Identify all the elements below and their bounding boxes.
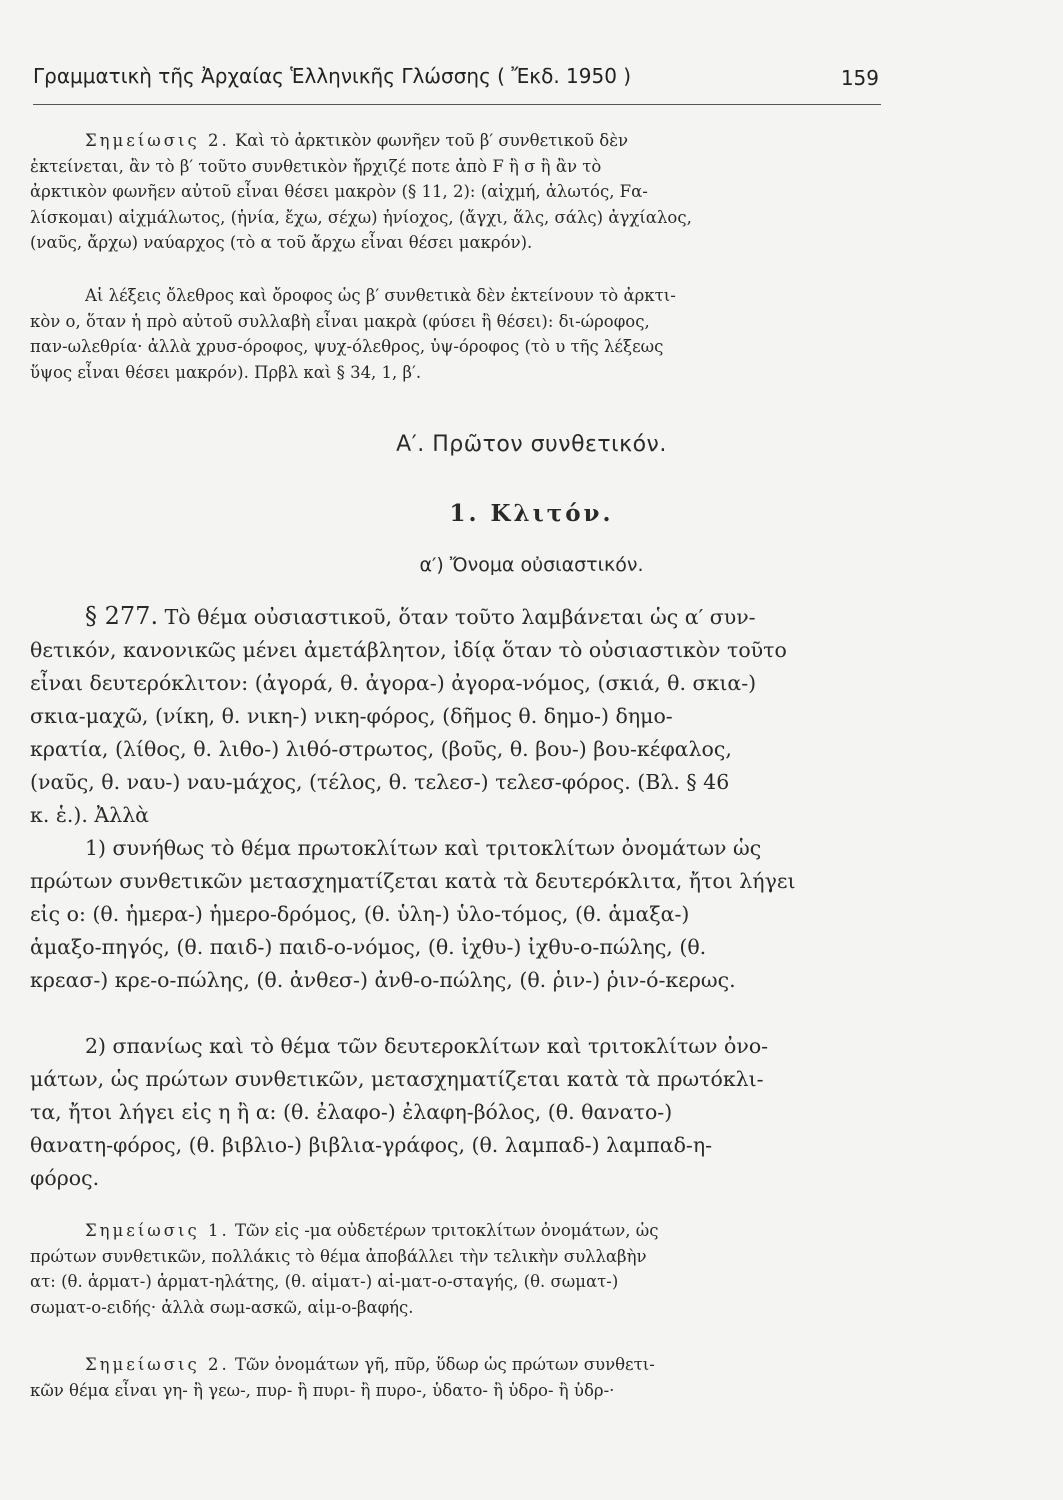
item-2 <box>30 1030 878 1195</box>
note-top <box>30 128 878 256</box>
note-top-line-4: λίσκομαι) αἰχμάλωτος, (ἡνία, ἔχω, σέχω) ἡνίοχος, (ἄγχι, ἅλς, σάλς) ἀγχίαλος, <box>30 207 692 227</box>
item-1 <box>30 832 878 997</box>
section-277-line-5: κρατία, (λίθος, θ. λιθο-) λιθό-στρωτος, (βοῦς, θ. βου-) βου-κέφαλος, <box>30 737 732 761</box>
paragraph-words-line-1: Αἱ λέξεις ὄλεθρος καὶ ὄροφος ὡς β′ συνθετικὰ δὲν ἐκτείνουν τὸ ἀρκτι- <box>85 286 676 305</box>
section-277-line-2: θετικόν, κανονικῶς μένει ἀμετάβλητον, ἰδίᾳ ὅταν τὸ οὐσιαστικὸν τοῦτο <box>30 638 787 662</box>
section-277-line-6: (ναῦς, θ. ναυ-) ναυ-μάχος, (τέλος, θ. τελεσ-) τελεσ-φόρος. (Βλ. § 46 <box>30 770 730 794</box>
item-2-line-5: φόρος. <box>30 1166 100 1190</box>
item-1-line-3: εἰς ο: (θ. ἡμερα-) ἡμερο-δρόμος, (θ. ὑλη-) ὑλο-τόμος, (θ. ἁμαξα-) <box>30 902 690 926</box>
note-2-line-1: Σημείωσις 2. Τῶν ὀνομάτων γῆ, πῦρ, ὕδωρ ὡς πρώτων συνθετι- <box>85 1355 655 1374</box>
item-1-line-4: ἁμαξο-πηγός, (θ. παιδ-) παιδ-ο-νόμος, (θ. ἰχθυ-) ἰχθυ-ο-πώλης, (θ. <box>30 935 707 959</box>
note-2-line-2: κῶν θέμα εἶναι γη- ἢ γεω-, πυρ- ἢ πυρι- ἢ πυρο-, ὑδατο- ἢ ὑδρο- ἢ ὑδρ-· <box>30 1380 615 1400</box>
item-1-line-1: 1) συνήθως τὸ θέμα πρωτοκλίτων καὶ τριτοκλίτων ὀνομάτων ὡς <box>85 836 762 860</box>
item-1-line-2: πρώτων συνθετικῶν μετασχηματίζεται κατὰ τὰ δευτερόκλιτα, ἤτοι λήγει <box>30 869 796 893</box>
paragraph-words <box>30 283 878 385</box>
page-number: 159 <box>840 66 879 90</box>
item-2-line-4: θανατη-φόρος, (θ. βιβλιο-) βιβλια-γράφος, (θ. λαμπαδ-) λαμπαδ-η- <box>30 1133 713 1157</box>
note-1-line-3: ατ: (θ. ἁρματ-) ἁρματ-ηλάτης, (θ. αἱματ-) αἱ-ματ-ο-σταγής, (θ. σωματ-) <box>30 1272 619 1291</box>
running-header <box>33 60 881 105</box>
note-1-line-2: πρώτων συνθετικῶν, πολλάκις τὸ θέμα ἀποβάλλει τὴν τελικὴν συλλαβὴν <box>30 1246 647 1266</box>
paragraph-words-line-4: ὕψος εἶναι θέσει μακρόν). Πρβλ καὶ § 34, 1, β′. <box>30 362 422 382</box>
header-title: Γραμματικὴ τῆς Ἀρχαίας Ἑλληνικῆς Γλώσσης ( Ἔκδ. 1950 ) <box>33 64 632 88</box>
item-2-line-2: μάτων, ὡς πρώτων συνθετικῶν, μετασχηματίζεται κατὰ τὰ πρωτόκλι- <box>30 1067 764 1091</box>
note-top-line-3: ἀρκτικὸν φωνῆεν αὐτοῦ εἶναι θέσει μακρὸν (§ 11, 2): (αἰχμή, ἁλωτός, Fα- <box>30 182 648 201</box>
heading-first-component: Α′. Πρῶτον συνθετικόν. <box>396 432 667 457</box>
note-top-label: Σημείωσις 2. <box>85 131 230 150</box>
note-1-label: Σημείωσις 1. <box>85 1221 230 1240</box>
item-2-line-3: τα, ἤτοι λήγει εἰς η ἢ α: (θ. ἐλαφο-) ἐλαφη-βόλος, (θ. θανατο-) <box>30 1100 673 1124</box>
section-number: § 277. <box>85 602 159 630</box>
note-top-line-1: Σημείωσις 2. Καὶ τὸ ἀρκτικὸν φωνῆεν τοῦ β′ συνθετικοῦ δὲν <box>85 131 629 150</box>
note-2-label: Σημείωσις 2. <box>85 1355 230 1374</box>
heading-noun: α′) Ὄνομα οὐσιαστικόν. <box>419 554 644 576</box>
section-277-line-3: εἶναι δευτερόκλιτον: (ἀγορά, θ. ἀγορα-) ἀγορα-νόμος, (σκιά, θ. σκια-) <box>30 671 757 695</box>
note-1-line-4: σωματ-ο-ειδής· ἀλλὰ σωμ-ασκῶ, αἱμ-ο-βαφής. <box>30 1297 414 1317</box>
heading-declinable: 1. Κλιτόν. <box>449 500 614 527</box>
section-277 <box>30 600 878 832</box>
note-2 <box>30 1352 878 1403</box>
section-277-line-4: σκια-μαχῶ, (νίκη, θ. νικη-) νικη-φόρος, (δῆμος θ. δημο-) δημο- <box>30 704 673 728</box>
section-277-line-1: § 277. Τὸ θέμα οὐσιαστικοῦ, ὅταν τοῦτο λαμβάνεται ὡς α′ συν- <box>85 602 756 630</box>
section-277-line-7: κ. ἑ.). Ἀλλὰ <box>30 803 150 827</box>
note-1 <box>30 1218 878 1320</box>
note-top-line-2: ἐκτείνεται, ἂν τὸ β′ τοῦτο συνθετικὸν ἤρχιζέ ποτε ἀπὸ F ἢ σ ἢ ἂν τὸ <box>30 156 602 176</box>
paragraph-words-line-3: παν-ωλεθρία· ἀλλὰ χρυσ-όροφος, ψυχ-όλεθρος, ὑψ-όροφος (τὸ υ τῆς λέξεως <box>30 337 664 356</box>
item-1-line-5: κρεασ-) κρε-ο-πώλης, (θ. ἀνθεσ-) ἀνθ-ο-πώλης, (θ. ῥιν-) ῥιν-ό-κερως. <box>30 968 736 992</box>
note-top-line-5: (ναῦς, ἄρχω) ναύαρχος (τὸ α τοῦ ἄρχω εἶναι θέσει μακρόν). <box>30 233 533 252</box>
item-2-line-1: 2) σπανίως καὶ τὸ θέμα τῶν δευτεροκλίτων καὶ τριτοκλίτων ὀνο- <box>85 1034 769 1058</box>
paragraph-words-line-2: κὸν ο, ὅταν ἡ πρὸ αὐτοῦ συλλαβὴ εἶναι μακρὰ (φύσει ἢ θέσει): δι-ώροφος, <box>30 311 650 331</box>
note-1-line-1: Σημείωσις 1. Τῶν εἰς -μα οὐδετέρων τριτοκλίτων ὀνομάτων, ὡς <box>85 1221 659 1240</box>
